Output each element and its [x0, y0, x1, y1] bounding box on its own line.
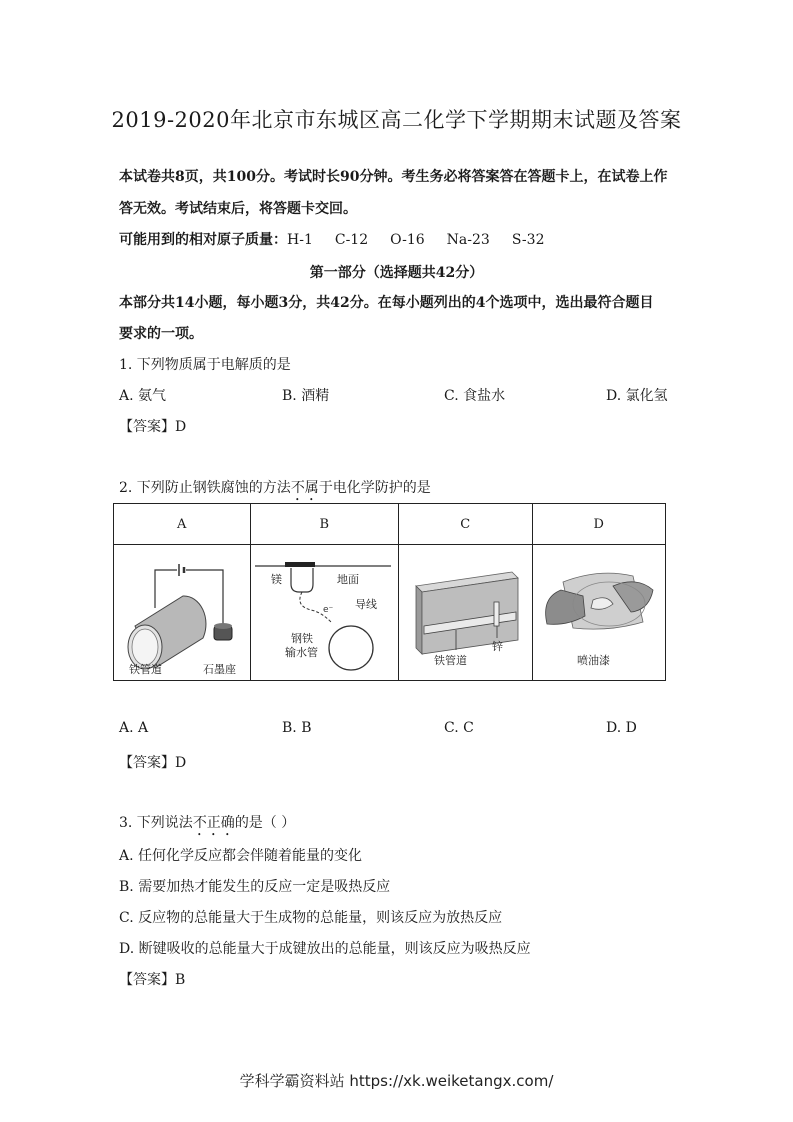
atomic-mass-c: C-12 — [334, 232, 369, 248]
label-zinc: 锌 — [491, 639, 503, 653]
atomic-mass-s: S-32 — [511, 232, 545, 248]
q3-option-d: D. 断键吸收的总能量大于成键放出的总能量，则该反应为吸热反应 — [119, 941, 531, 957]
q3-stem — [119, 812, 295, 839]
section-desc-1: 本部分共14小题，每小题3分，共42分。在每小题列出的4个选项中，选出最符合题目 — [119, 295, 654, 311]
q2-header-a: A — [114, 504, 251, 545]
q1-stem: 1. 下列物质属于电解质的是 — [119, 357, 291, 373]
q2-figure-b — [250, 545, 399, 681]
q2-option-a: A. A — [119, 720, 149, 736]
q2-option-d: D. D — [606, 720, 637, 736]
q3-option-c: C. 反应物的总能量大于生成物的总能量，则该反应为放热反应 — [119, 910, 503, 926]
q3-option-a: A. 任何化学反应都会伴随着能量的变化 — [119, 848, 363, 864]
section-desc-2: 要求的一项。 — [119, 326, 203, 342]
q1-option-d: D. 氯化氢 — [606, 388, 668, 404]
q2-stem-post: 于电化学防护的是 — [318, 480, 431, 496]
footer-watermark: 学科学霸资料站 https://xk.weiketangx.com/ — [239, 1072, 554, 1090]
svg-text:e⁻: e⁻ — [323, 604, 334, 615]
q2-header-c: C — [399, 504, 533, 545]
section-heading: 第一部分（选择题共42分） — [309, 265, 484, 281]
q2-stem-pre: 2. 下列防止钢铁腐蚀的方法 — [119, 480, 291, 496]
q3-stem-emphasis: 不正确 — [192, 815, 235, 831]
atomic-mass-label: 可能用到的相对原子质量： — [119, 232, 287, 248]
q1-option-a: A. 氨气 — [119, 388, 167, 404]
q2-figure-d — [532, 545, 666, 681]
label-iron-pipe-c: 铁管道 — [433, 653, 467, 667]
q2-option-b: B. B — [282, 720, 312, 736]
q3-answer: 【答案】B — [119, 972, 186, 988]
q2-option-c: C. C — [444, 720, 474, 736]
label-iron-pipe-a: 铁管道 — [128, 662, 162, 676]
zinc-block-diagram — [400, 546, 531, 676]
label-water-pipe: 输水管 — [285, 645, 319, 659]
atomic-mass-h: H-1 — [287, 232, 313, 248]
q2-header-b: B — [250, 504, 399, 545]
page-title: 2019-2020年北京市东城区高二化学下学期期末试题及答案 — [111, 108, 682, 132]
label-graphite: 石墨座 — [202, 662, 236, 676]
pipe-graphite-diagram — [115, 546, 249, 676]
label-magnesium: 镁 — [271, 572, 283, 586]
label-steel: 钢铁 — [291, 631, 314, 645]
q2-figure-a — [114, 545, 251, 681]
intro-line-2: 答无效。考试结束后，将答题卡交回。 — [119, 201, 357, 217]
label-spray-paint: 喷油漆 — [577, 653, 611, 667]
atomic-mass-line — [119, 229, 544, 249]
atomic-mass-o: O-16 — [390, 232, 425, 248]
q2-figure-c — [399, 545, 533, 681]
q3-stem-pre: 3. 下列说法 — [119, 815, 193, 831]
label-ground: 地面 — [337, 572, 360, 586]
label-wire: 导线 — [355, 597, 378, 611]
q2-figure-table — [113, 503, 666, 681]
q2-header-d: D — [532, 504, 666, 545]
intro-line-1: 本试卷共8页，共100分。考试时长90分钟。考生务必将答案答在答题卡上，在试卷上作 — [119, 169, 668, 185]
q1-option-b: B. 酒精 — [282, 388, 330, 404]
atomic-mass-na: Na-23 — [446, 232, 490, 248]
q1-option-c: C. 食盐水 — [444, 388, 506, 404]
q3-stem-post: 的是（ ） — [234, 815, 296, 831]
q3-option-b: B. 需要加热才能发生的反应一定是吸热反应 — [119, 879, 391, 895]
q2-stem — [119, 477, 431, 504]
magnesium-anode-diagram — [251, 546, 397, 676]
spray-paint-photo — [533, 546, 664, 676]
q2-answer: 【答案】D — [119, 755, 187, 771]
q1-answer: 【答案】D — [119, 419, 187, 435]
q2-stem-emphasis: 不属 — [290, 480, 319, 496]
